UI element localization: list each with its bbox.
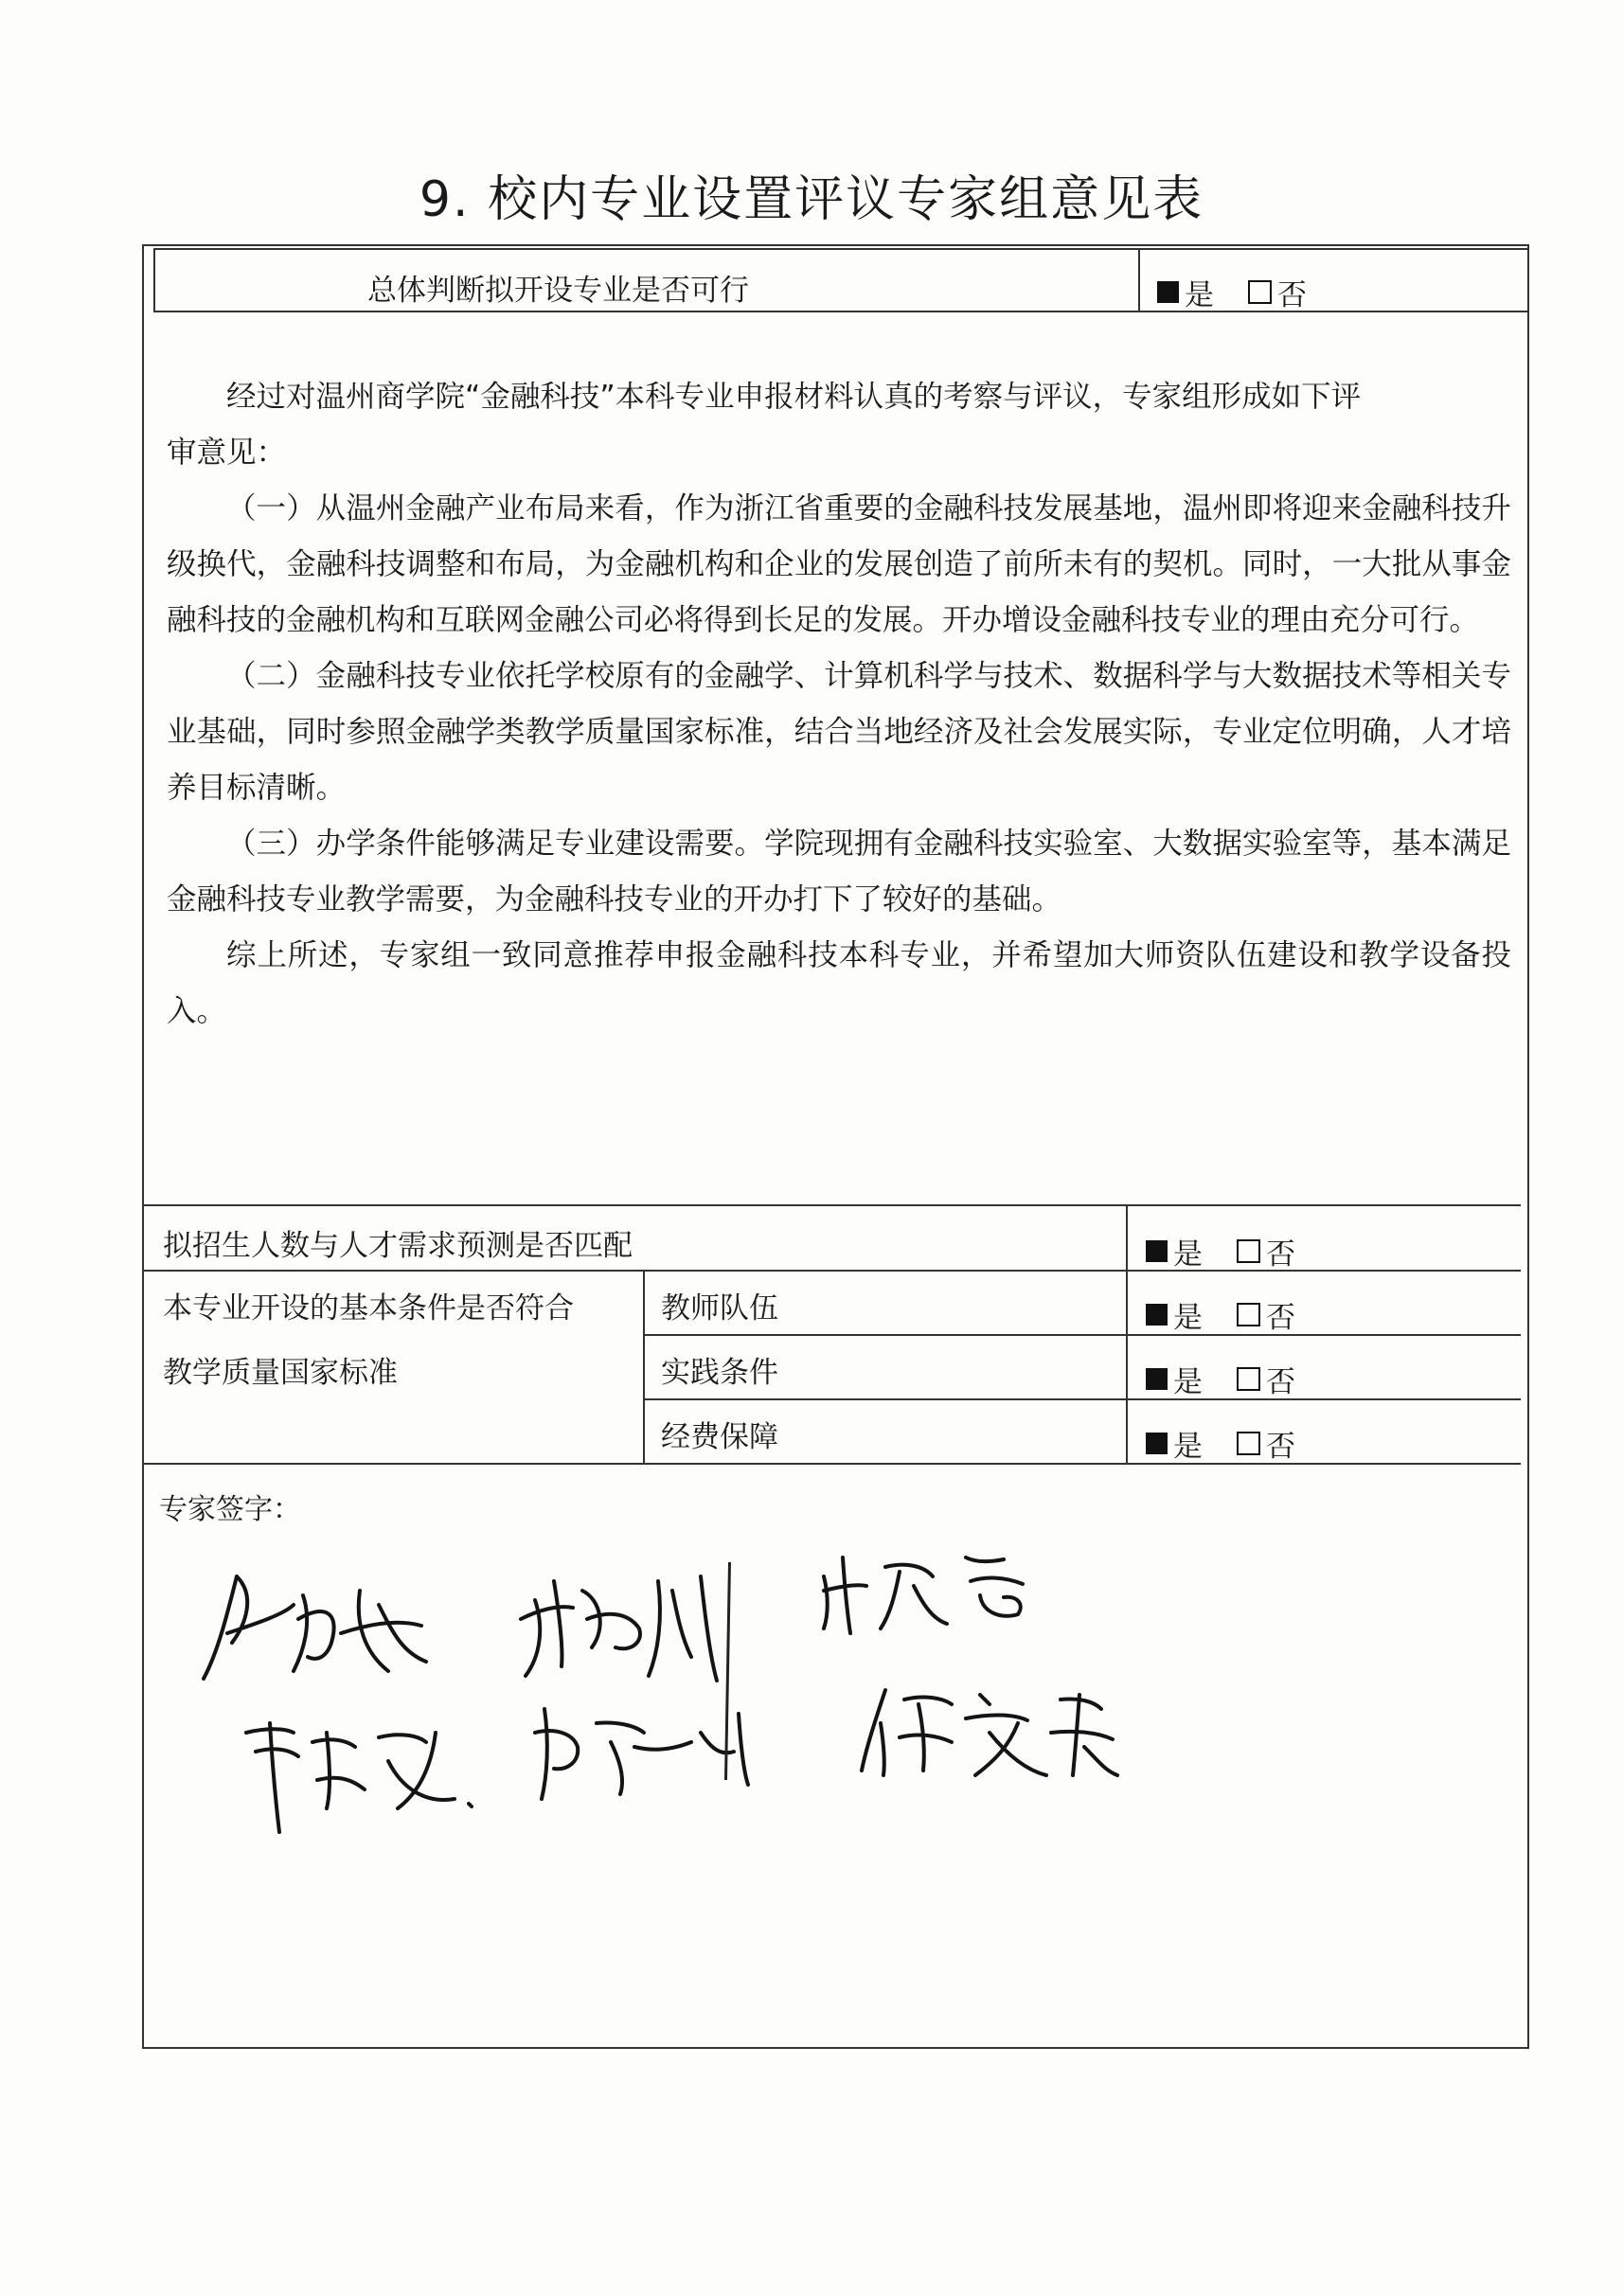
overall-feasibility-choice[interactable] <box>1157 271 1307 313</box>
condition-teachers-label: 教师队伍 <box>661 1291 778 1326</box>
no-label: 否 <box>1277 278 1307 312</box>
unchecked-box-icon <box>1237 1303 1260 1326</box>
condition-practice-choice[interactable] <box>1146 1358 1295 1400</box>
signature-6 <box>857 1681 1122 1789</box>
signature-5 <box>530 1695 758 1812</box>
checked-box-icon <box>1146 1304 1168 1326</box>
signature-label: 专家签字： <box>159 1493 301 1526</box>
yes-label: 是 <box>1185 278 1214 312</box>
signature-4 <box>237 1704 483 1841</box>
divider <box>144 1204 1521 1206</box>
unchecked-box-icon <box>1237 1239 1260 1263</box>
checked-box-icon <box>1146 1368 1168 1390</box>
enrollment-match-choice[interactable] <box>1146 1230 1295 1273</box>
page-title: 9. 校内专业设置评议专家组意见表 <box>419 171 1204 228</box>
checked-box-icon <box>1157 281 1179 303</box>
opinion-point-2: （二）金融科技专业依托学校原有的金融学、计算机科学与技术、数据科学与大数据技术等相关专业基础，同时参照金融学类教学质量国家标准，结合当地经济及社会发展实际，专业定位明确，人才培养目标清晰。 <box>167 659 1511 805</box>
signature-2 <box>516 1562 734 1689</box>
yes-label: 是 <box>1173 1237 1203 1272</box>
no-label: 否 <box>1266 1237 1295 1272</box>
unchecked-box-icon <box>1248 280 1272 304</box>
enrollment-match-label: 拟招生人数与人才需求预测是否匹配 <box>163 1229 633 1263</box>
condition-funding-label: 经费保障 <box>661 1420 778 1454</box>
unchecked-box-icon <box>1237 1432 1260 1455</box>
condition-practice-label: 实践条件 <box>661 1356 778 1390</box>
yes-label: 是 <box>1173 1301 1203 1335</box>
opinion-point-1: （一）从温州金融产业布局来看，作为浙江省重要的金融科技发展基地，温州即将迎来金融科技升级换代，金融科技调整和布局，为金融机构和企业的发展创造了前所未有的契机。同时，一大批从事金融科技的金融机构和互联网金融公司必将得到长足的发展。开办增设金融科技专业的理由充分可行。 <box>167 491 1511 637</box>
divider <box>643 1334 1521 1336</box>
yes-label: 是 <box>1173 1365 1203 1399</box>
opinion-conclusion: 综上所述，专家组一致同意推荐申报金融科技本科专业，并希望加大师资队伍建设和教学设备投入。 <box>167 938 1511 1028</box>
unchecked-box-icon <box>1237 1367 1260 1391</box>
condition-funding-choice[interactable] <box>1146 1422 1295 1465</box>
signature-1 <box>199 1567 436 1694</box>
divider <box>1138 248 1140 311</box>
checked-box-icon <box>1146 1240 1168 1262</box>
conditions-label-line2: 教学质量国家标准 <box>163 1356 398 1390</box>
divider <box>142 1463 1521 1465</box>
divider <box>643 1270 645 1464</box>
opinion-intro-cont: 审意见： <box>167 436 287 470</box>
divider <box>144 1270 1521 1272</box>
opinion-point-3: （三）办学条件能够满足专业建设需要。学院现拥有金融科技实验室、大数据实验室等，基本满足金融科技专业教学需要，为金融科技专业的开办打下了较好的基础。 <box>167 827 1511 917</box>
no-label: 否 <box>1266 1365 1295 1399</box>
condition-teachers-choice[interactable] <box>1146 1293 1295 1336</box>
no-label: 否 <box>1266 1430 1295 1464</box>
overall-header-frame <box>153 248 1529 312</box>
expert-opinion <box>167 369 1511 1040</box>
divider <box>643 1398 1521 1400</box>
signature-3 <box>814 1539 1042 1646</box>
checked-box-icon <box>1146 1433 1168 1454</box>
conditions-label-line1: 本专业开设的基本条件是否符合 <box>163 1291 574 1326</box>
yes-label: 是 <box>1173 1430 1203 1464</box>
opinion-intro: 经过对温州商学院“金融科技”本科专业申报材料认真的考察与评议，专家组形成如下评 <box>226 380 1362 414</box>
overall-feasibility-label: 总体判断拟开设专业是否可行 <box>367 274 749 308</box>
no-label: 否 <box>1266 1301 1295 1335</box>
